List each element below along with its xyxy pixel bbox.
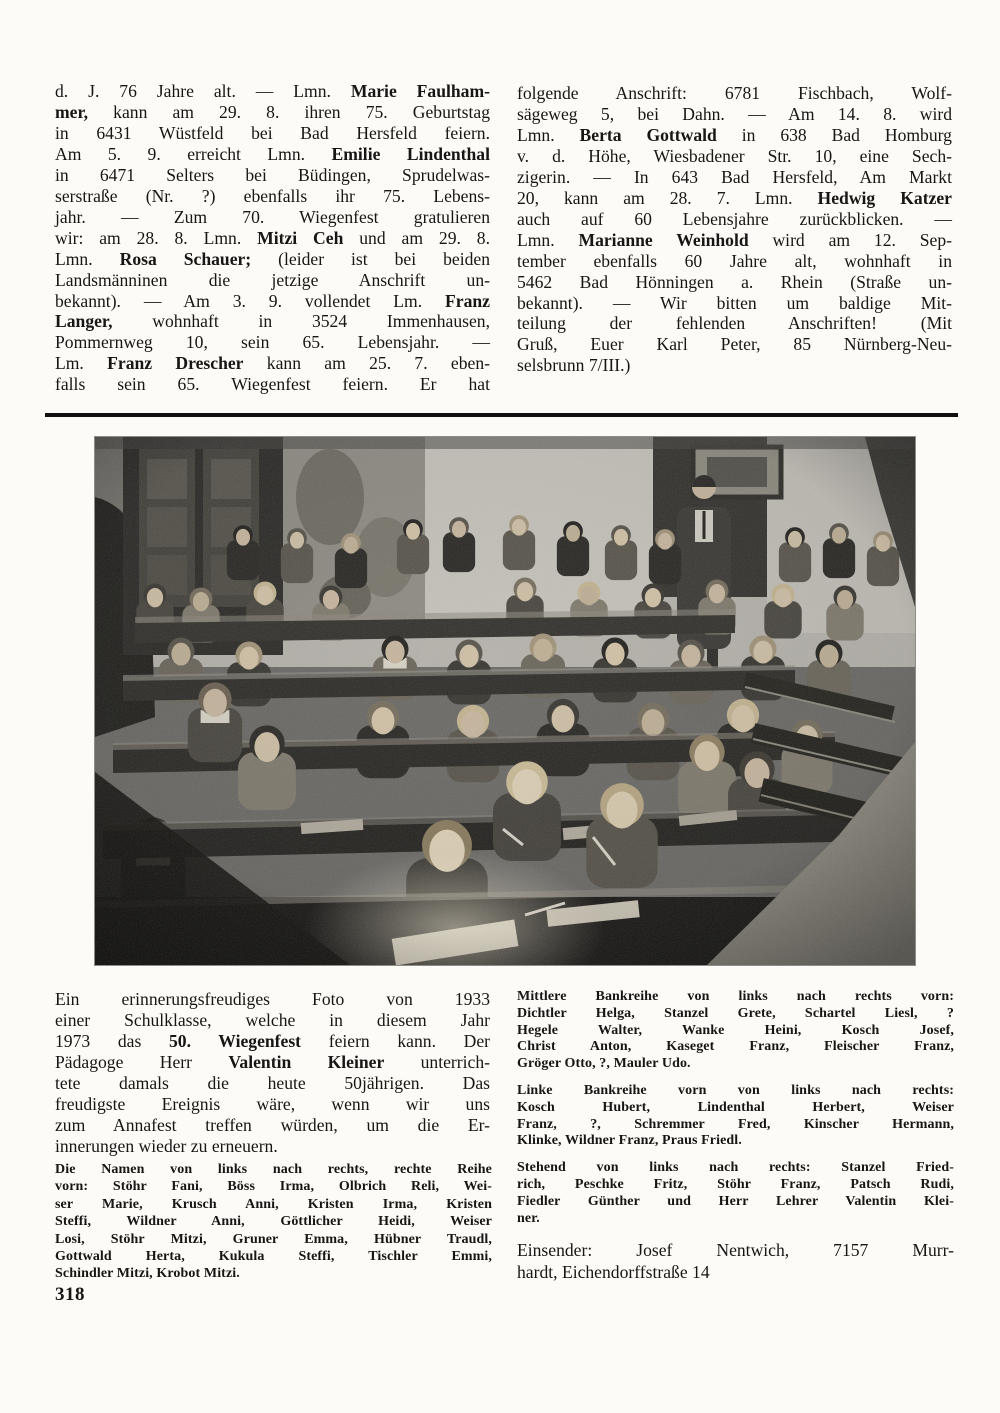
photo-story-paragraph	[55, 989, 490, 1157]
text-line: innerungen wieder zu erneuern.	[55, 1135, 278, 1156]
text-line: tete damals die heute 50jährigen. Das	[55, 1072, 490, 1093]
sender-info	[517, 1240, 954, 1283]
text-line: Langer, wohnhaft in 3524 Immenhausen,	[55, 311, 490, 332]
text-line: Am 5. 9. erreicht Lmn. Emilie Lindenthal	[55, 143, 490, 164]
text-line: Steffi, Wildner Anni, Göttlicher Heidi, Weiser	[55, 1214, 492, 1230]
text-line: sägeweg 5, bei Dahn. — Am 14. 8. wird	[517, 103, 952, 124]
text-line: Stehend von links nach rechts: Stanzel Fried-	[517, 1160, 954, 1176]
text-line: tember ebenfalls 60 Jahre alt, wohnhaft in	[517, 250, 952, 271]
names-right-front-row	[55, 1161, 492, 1283]
text-line: bekannt). — Wir bitten um baldige Mit-	[517, 292, 952, 313]
text-line: Die Namen von links nach rechts, rechte Reihe	[55, 1162, 492, 1177]
text-line: Landsmänninen die jetzige Anschrift un-	[55, 269, 490, 290]
text-line: Lmn. Rosa Schauer; (leider ist bei beiden	[55, 248, 490, 269]
text-line: Einsender: Josef Nentwich, 7157 Murr-	[517, 1240, 954, 1261]
text-line: Pommernweg 10, sein 65. Lebensjahr. —	[55, 332, 490, 353]
text-line: ser Marie, Krusch Anni, Kristen Irma, Kristen	[55, 1196, 492, 1212]
text-line: falls sein 65. Wiegenfest feiern. Er hat	[55, 374, 490, 395]
text-line: vorn: Stöhr Fani, Böss Irma, Olbrich Reli, Wei-	[55, 1179, 492, 1195]
text-line: d. J. 76 Jahre alt. — Lmn. Marie Faulham-	[55, 81, 490, 101]
text-line: Fiedler Günther und Herr Lehrer Valentin Klei-	[517, 1193, 954, 1209]
names-middle-bench-row	[517, 989, 954, 1073]
text-line: Hegele Walter, Wanke Heini, Kosch Josef,	[517, 1022, 954, 1038]
names-standing-row	[517, 1160, 954, 1227]
text-line: zigerin. — In 643 Bad Hersfeld, Am Markt	[517, 166, 952, 187]
text-line: bekannt). — Am 3. 9. vollendet Lm. Franz	[55, 290, 490, 311]
text-line: Linke Bankreihe vorn von links nach rechts:	[517, 1082, 954, 1098]
article-column-top-right	[517, 83, 952, 376]
class-photo-1933	[95, 437, 915, 965]
text-line: auch auf 60 Lebensjahre zurückblicken. —	[517, 208, 952, 229]
text-line: Losi, Stöhr Mitzi, Gruner Emma, Hübner Traudl,	[55, 1231, 492, 1247]
text-line: zum Annafest treffen würden, um die Er-	[55, 1114, 490, 1135]
text-line: Gruß, Euer Karl Peter, 85 Nürnberg-Neu-	[517, 334, 952, 355]
text-line: in 6471 Selters bei Büdingen, Sprudelwas-	[55, 164, 490, 185]
text-line: Ein erinnerungsfreudiges Foto von 1933	[55, 989, 490, 1009]
text-line: Klinke, Wildner Franz, Praus Friedl.	[517, 1133, 742, 1149]
text-line: 1973 das 50. Wiegenfest feiern kann. Der	[55, 1030, 491, 1051]
section-divider-rule	[45, 413, 958, 417]
text-line: wir: am 28. 8. Lmn. Mitzi Ceh und am 29. 8.	[55, 227, 490, 248]
text-line: mer, kann am 29. 8. ihren 75. Geburtstag	[55, 101, 490, 122]
classroom-scene	[95, 437, 915, 965]
page-number: 318	[55, 1284, 85, 1305]
text-line: folgende Anschrift: 6781 Fischbach, Wolf-	[517, 83, 952, 103]
text-line: jahr. — Zum 70. Wiegenfest gratulieren	[55, 206, 490, 227]
text-line: teilung der fehlenden Anschriften! (Mit	[517, 313, 952, 334]
text-line: 20, kann am 28. 7. Lmn. Hedwig Katzer	[517, 187, 952, 208]
text-line: Kosch Hubert, Lindenthal Herbert, Weiser	[517, 1099, 954, 1115]
text-line: Dichtler Helga, Stanzel Grete, Schartel Liesl, ?	[517, 1005, 954, 1021]
text-line: v. d. Höhe, Wiesbadener Str. 10, eine Sech-	[517, 145, 952, 166]
text-line: Lmn. Berta Gottwald in 638 Bad Homburg	[517, 124, 952, 145]
text-line: Franz, ?, Schremmer Fred, Kinscher Hermann,	[517, 1116, 954, 1132]
names-left-bench-row	[517, 1083, 954, 1150]
text-line: ner.	[517, 1210, 540, 1226]
text-line: Pädagoge Herr Valentin Kleiner unterrich-	[55, 1051, 490, 1072]
text-line: selsbrunn 7/III.)	[517, 355, 631, 376]
text-line: rich, Peschke Fritz, Stöhr Franz, Patsch Rudi,	[517, 1176, 954, 1192]
text-line: Gottwald Herta, Kukula Steffi, Tischler Emmi,	[55, 1249, 492, 1265]
text-line: Mittlere Bankreihe von links nach rechts vorn:	[517, 989, 954, 1004]
text-line: 5462 Bad Hönningen a. Rhein (Straße un-	[517, 271, 952, 292]
text-line: Christ Anton, Kaseget Franz, Fleischer Franz,	[517, 1039, 954, 1055]
text-line: in 6431 Wüstfeld bei Bad Hersfeld feiern.	[55, 122, 490, 143]
text-line: Gröger Otto, ?, Mauler Udo.	[517, 1056, 691, 1072]
text-line: Lmn. Marianne Weinhold wird am 12. Sep-	[517, 229, 952, 250]
article-column-top-left	[55, 81, 490, 395]
text-line: einer Schulklasse, welche in diesem Jahr	[55, 1009, 490, 1030]
text-line: serstraße (Nr. ?) ebenfalls ihr 75. Lebens-	[55, 185, 490, 206]
caption-column-right	[517, 989, 954, 1284]
text-line: Schindler Mitzi, Krobot Mitzi.	[55, 1266, 240, 1282]
text-line: freudigste Ereignis wäre, wenn wir uns	[55, 1093, 490, 1114]
text-line: hardt, Eichendorffstraße 14	[517, 1261, 710, 1282]
text-line: Lm. Franz Drescher kann am 25. 7. eben-	[55, 353, 490, 374]
